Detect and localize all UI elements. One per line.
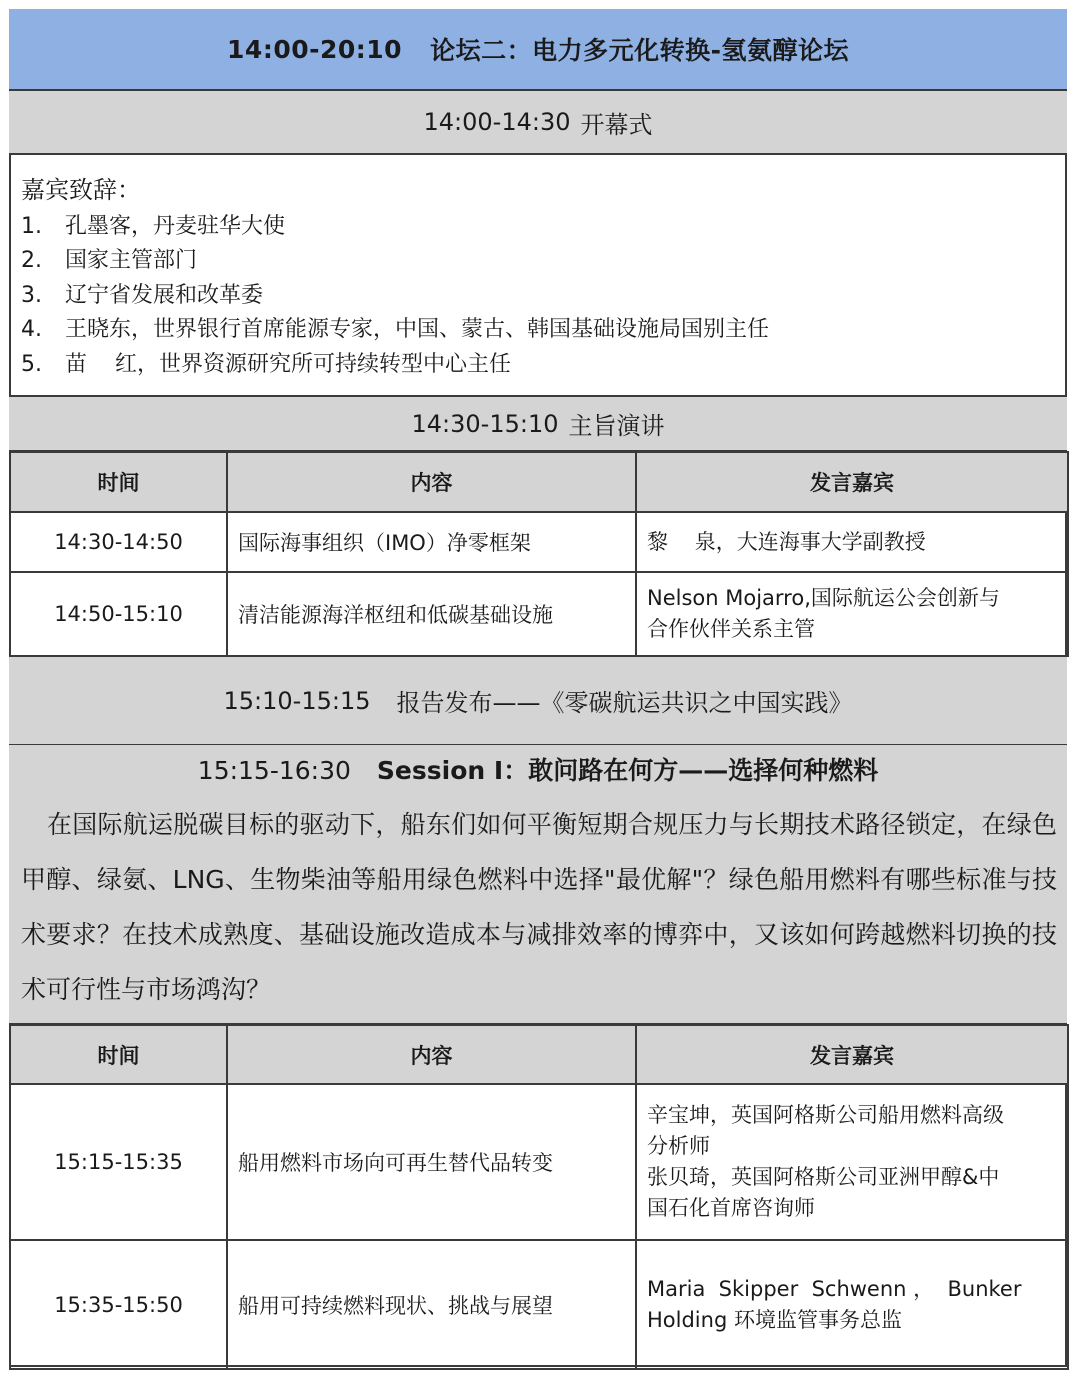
session1-time: 15:15-16:30 [197,756,351,785]
greetings-heading: 嘉宾致辞： [21,176,141,204]
table-row [10,1240,1068,1369]
greeting-item: 4. 王晓东，世界银行首席能源专家，中国、蒙古、韩国基础设施局国别主任 [21,317,770,342]
greetings-block [9,155,1067,397]
cell-time: 14:30-14:50 [10,512,227,572]
greeting-item: 5. 苗 红，世界资源研究所可持续转型中心主任 [21,351,511,377]
header-content: 内容 [227,1025,636,1084]
report-bar [9,655,1067,746]
session1-title [9,751,1067,787]
opening-label: 开幕式 [580,110,653,139]
session1-block [9,745,1067,1025]
table-row [10,572,1068,656]
cell-speaker: Nelson Mojarro,国际航运公会创新与 合作伙伴关系主管 [636,572,1068,656]
cell-speaker: 辛宝坤，英国阿格斯公司船用燃料高级 分析师 张贝琦，英国阿格斯公司亚洲甲醇&中 国石化首席咨询师 [636,1084,1068,1240]
forum-title: 论坛二：电力多元化转换-氢氨醇论坛 [430,36,849,65]
table-row [10,1084,1068,1240]
session1-label: Session I：敢问路在何方——选择何种燃料 [376,756,879,785]
header-time: 时间 [10,452,227,512]
cell-time: 15:35-15:50 [10,1240,227,1369]
cell-time: 15:15-15:35 [10,1084,227,1240]
table-header-row [10,452,1068,512]
keynote-time: 14:30-15:10 [411,409,559,438]
table-row [10,512,1068,572]
cell-content: 船用燃料市场向可再生替代品转变 [227,1084,636,1240]
session1-table [9,1024,1069,1370]
greeting-item: 1. 孔墨客，丹麦驻华大使 [21,213,286,239]
cell-speaker: 黎 泉，大连海事大学副教授 [636,512,1068,572]
keynote-table [9,451,1069,657]
opening-time: 14:00-14:30 [423,108,571,136]
session1-description: 在国际航运脱碳目标的驱动下，船东们如何平衡短期合规压力与长期技术路径锁定，在绿色甲醇、绿氨、LNG、生物柴油等船用绿色燃料中选择"最优解"？绿色船用燃料有哪些标准与技术要求？在技术成熟度、基础设施改造成本与减排效率的博弈中，又该如何跨越燃料切换的技术可行性与市场鸿沟？ [21,810,1057,1004]
cell-time: 14:50-15:10 [10,572,227,656]
header-content: 内容 [227,452,636,512]
cell-content: 国际海事组织（IMO）净零框架 [227,512,636,572]
cell-content: 清洁能源海洋枢纽和低碳基础设施 [227,572,636,656]
greeting-item: 3. 辽宁省发展和改革委 [21,282,264,308]
table-header-row [10,1025,1068,1084]
keynote-bar [9,397,1067,452]
keynote-label: 主旨演讲 [568,412,665,440]
cell-content: 船用可持续燃料现状、挑战与展望 [227,1240,636,1369]
report-time: 15:10-15:15 [223,686,371,715]
report-label: 报告发布——《零碳航运共识之中国实践》 [396,689,853,717]
forum-time: 14:00-20:10 [227,34,403,64]
opening-bar [9,91,1067,155]
header-speaker: 发言嘉宾 [636,1025,1068,1084]
forum-title-bar [9,9,1067,91]
cell-speaker: Maria Skipper Schwenn ， Bunker Holding 环境监管事务总监 [636,1240,1068,1369]
greeting-item: 2. 国家主管部门 [21,248,198,273]
header-time: 时间 [10,1025,227,1084]
header-speaker: 发言嘉宾 [636,452,1068,512]
